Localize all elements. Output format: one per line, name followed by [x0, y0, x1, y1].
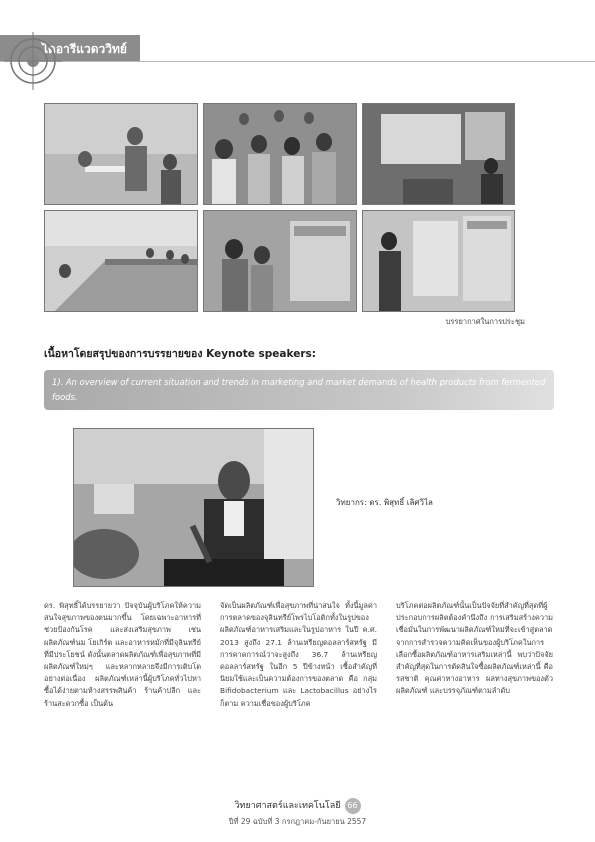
photo-presentation-screen [362, 103, 515, 205]
body-text-column-2: จัดเป็นผลิตภัณฑ์เพื่อสุขภาพที่น่าสนใจ ทั้งนี้มูลค่าการตลาดของจุลินทรีย์โพรไบโอติกทั้งในรูปของผลิตภัณฑ์อาหารเสริมและในรูปอาหาร ในปี ค.ศ. 2013 สูงถึง 27.1 ล้านเหรียญดอลลาร์สหรัฐ มีการคาดการณ์ว่าจะสูงถึง 36.7 ล้านเหรียญดอลลาร์สหรัฐ ในอีก 5 ปีข้างหน้า เชื้อสำคัญที่นิยมใช้และเป็นความต้องการของตลาด คือ กลุ่ม Bifidobacterium และ Lactobacillus อย่างไรก็ตาม ความเชื่อของผู้บริโภค [220, 601, 377, 708]
issue-info: ปีที่ 29 ฉบับที่ 3 กรกฎาคม-กันยายน 2557 [228, 817, 367, 826]
header-rule [0, 61, 595, 62]
keynote-title: 1). An overview of current situation and trends in marketing and market demands of health products from fermented foods. [52, 377, 546, 402]
section-title: เนื้อหาโดยสรุปของการบรรยายของ Keynote speakers: [44, 348, 316, 360]
photo-meeting-room [44, 210, 198, 312]
photo-speaker-at-podium [44, 103, 198, 205]
page-footer [0, 793, 595, 828]
photo-caption: บรรยากาศในการประชุม [445, 317, 525, 326]
speaker-label: วิทยากร: ดร. พิสุทธิ์ เลิศวิไล [336, 498, 433, 507]
page-number: 66 [345, 798, 361, 814]
section-label: ไดอารีแวดววิทย์ [42, 42, 127, 56]
magazine-name: วิทยาศาสตร์และเทคโนโลยี [234, 801, 341, 811]
keynote-title-box [44, 370, 554, 410]
photo-keynote-speaker [73, 428, 314, 587]
photo-poster-boards [362, 210, 515, 312]
crosshair-target-icon [4, 32, 62, 90]
photo-audience [203, 103, 357, 205]
body-text-column-1: ดร. พิสุทธิ์ได้บรรยายว่า ปัจจุบันผู้บริโภคให้ความสนใจสุขภาพของตนมากขึ้น โดยเฉพาะอาหารที่ช่วยป้องกันโรค และส่งเสริมสุขภาพ เช่น ผลิตภัณฑ์นม โยเกิร์ต และอาหารหมักที่มีจุลินทรีย์ที่มีประโยชน์ ดังนั้นตลาดผลิตภัณฑ์เพื่อสุขภาพที่มีผลิตภัณฑ์ใหม่ๆ และหลากหลายจึงมีการเติบโตอย่างต่อเนื่อง ผลิตภัณฑ์เหล่านี้ผู้บริโภคทั่วไปหาซื้อได้ง่ายตามห้างสรรพสินค้า ร้านค้าปลีก และร้านสะดวกซื้อ เป็นต้น [44, 601, 201, 708]
body-text-column-3: บริโภคต่อผลิตภัณฑ์นั้นเป็นปัจจัยที่สำคัญที่สุดที่ผู้ประกอบการผลิตต้องคำนึงถึง การเสริมสร้างความเชื่อมั่นในการพัฒนาผลิตภัณฑ์ใหม่ที่จะเข้าสู่ตลาด จากการสำรวจความคิดเห็นของผู้บริโภคในการเลือกซื้อผลิตภัณฑ์อาหารเสริมเหล่านี้ พบว่าปัจจัยสำคัญที่สุดในการตัดสินใจซื้อผลิตภัณฑ์เหล่านี้ คือ รสชาติ คุณค่าทางอาหาร ผลทางสุขภาพของตัวผลิตภัณฑ์ และบรรจุภัณฑ์ตามลำดับ [396, 601, 553, 696]
photo-poster-viewers [203, 210, 357, 312]
